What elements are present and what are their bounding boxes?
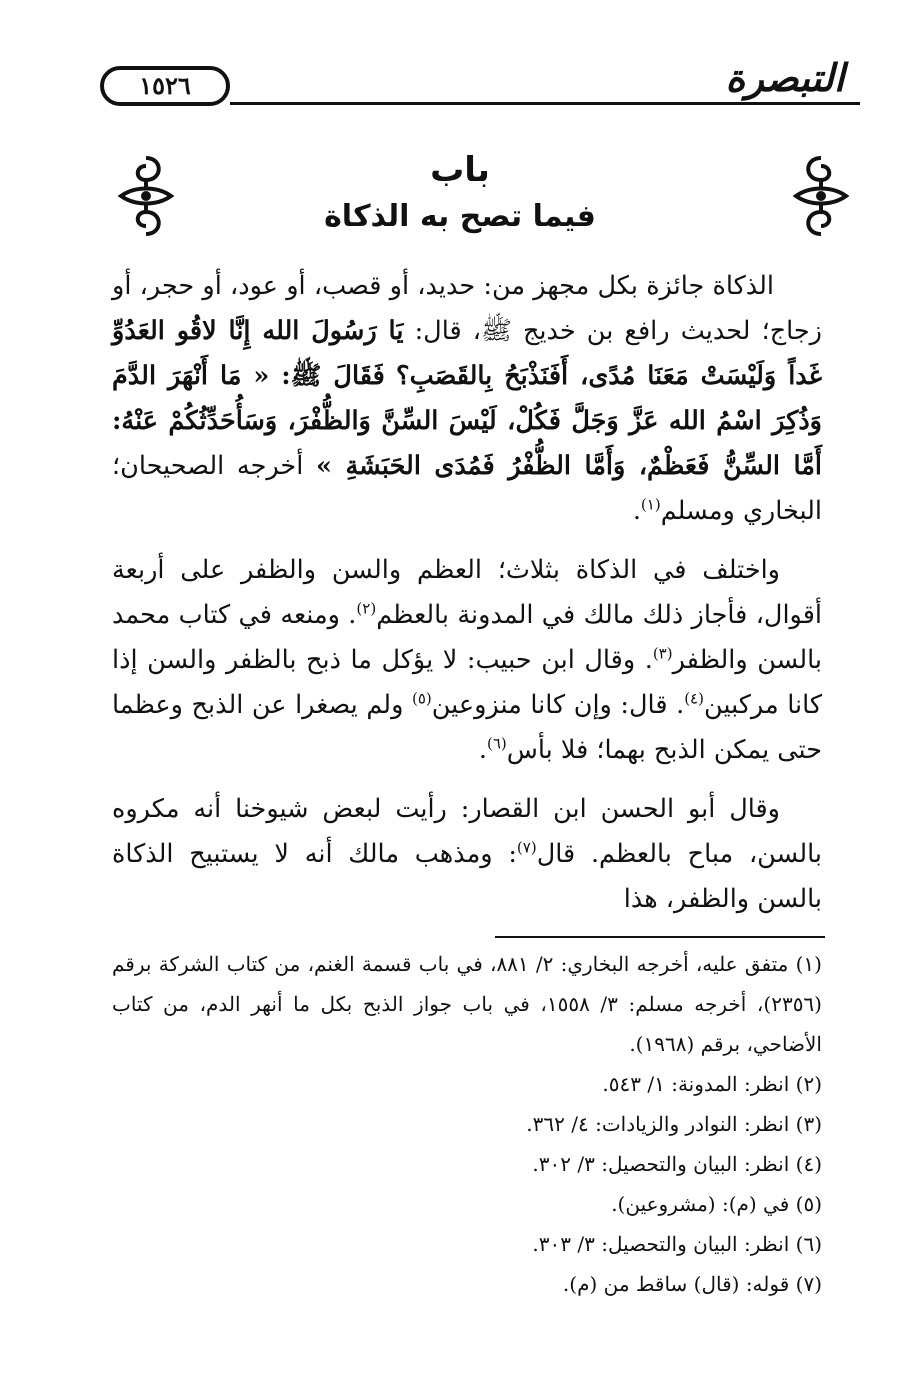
- paragraph-text: الذكاة جائزة بكل مجهز من: حديد، أو قصب، أو عود، أو حجر، أو زجاج؛ لحديث رافع بن خديج ﷺ، قال:: [112, 271, 822, 346]
- paragraph-text: واختلف في الذكاة بثلاث؛ العظم والسن والظفر على أربعة أقوال، فأجاز ذلك مالك في المدونة بالعظم: [112, 555, 822, 630]
- paragraph-3: [112, 787, 822, 922]
- paragraph-text: : ومذهب مالك أنه لا يستبيح الذكاة بالسن والظفر، هذا: [112, 839, 822, 914]
- page-header: [100, 48, 860, 118]
- paragraph-1: الذكاة جائزة بكل مجهز من: حديد، أو قصب، أو عود، أو حجر، أو زجاج؛ لحديث رافع بن خديج ﷺ، قال: يَا رَسُولَ الله إِنَّا لاقُو العَدُوِّ غَداً وَلَيْسَتْ مَعَنَا مُدًى، أَفَنَذْبَحُ بِالقَصَبِ؟ فَقَالَ ﷺ: « مَا أَنْهَرَ الدَّمَ وَذُكِرَ اسْمُ الله عَزَّ وَجَلَّ فَكُلْ، لَيْسَ السِّنَّ وَالظُّفْرَ، وَسَأُحَدِّثُكُمْ عَنْهُ: أَمَّا السِّنُّ فَعَظْمٌ، وَأَمَّا الظُّفْرُ فَمُدَى الحَبَشَةِ » أخرجه الصحيحان؛ البخاري ومسلم$^{(١)}$.: [112, 271, 823, 526]
- footnote-ref[interactable]: (٤): [684, 689, 704, 708]
- footnote-ref[interactable]: (٣): [652, 644, 673, 663]
- paragraph-text: .: [478, 735, 487, 765]
- footnote-2: (٢) انظر: المدونة: ١/ ٥٤٣.: [602, 1072, 822, 1096]
- paragraph-text: ولم يصغرا عن الذبح وعظما حتى يمكن الذبح بهما؛ فلا بأس: [112, 690, 822, 765]
- main-text: [112, 264, 822, 936]
- chapter-label: باب: [430, 150, 490, 190]
- paragraph-text: أخرجه الصحيحان؛ البخاري ومسلم: [112, 451, 822, 526]
- ornament-left-icon: [115, 150, 177, 242]
- footnote-1: (١) متفق عليه، أخرجه البخاري: ٢/ ٨٨١، في باب قسمة الغنم، من كتاب الشركة برقم (٢٣٥٦)، أخرجه مسلم: ٣/ ١٥٥٨، في باب جواز الذبح بكل ما أنهر الدم، من كتاب الأضاحي، برقم (١٩٦٨).: [112, 952, 822, 1056]
- hadith-quote: فَقَالَ ﷺ: « مَا أَنْهَرَ الدَّمَ وَذُكِرَ اسْمُ الله عَزَّ وَجَلَّ فَكُلْ، لَيْسَ السِّنَّ وَالظُّفْرَ، وَسَأُحَدِّثُكُمْ عَنْهُ: أَمَّا السِّنُّ فَعَظْمٌ، وَأَمَّا الظُّفْرُ فَمُدَى الحَبَشَةِ »: [112, 361, 822, 481]
- ornament-right-icon: [790, 150, 852, 242]
- header-rule: [230, 102, 860, 105]
- footnote-ref[interactable]: (٢): [356, 599, 377, 618]
- paragraph-2: [112, 548, 822, 773]
- paragraph-text: . قال: وإن كانا منزوعين: [431, 690, 685, 720]
- footnote-7: (٧) قوله: (قال) ساقط من (م).: [562, 1272, 822, 1296]
- footnotes: [112, 944, 822, 1304]
- footnote-3: (٣) انظر: النوادر والزيادات: ٤/ ٣٦٢.: [526, 1112, 822, 1136]
- hadith-quote: يَا رَسُولَ الله إِنَّا لاقُو العَدُوِّ غَداً وَلَيْسَتْ مَعَنَا مُدًى، أَفَنَذْبَحُ بِالقَصَبِ؟: [112, 316, 823, 391]
- footnote-4: (٤) انظر: البيان والتحصيل: ٣/ ٣٠٢.: [532, 1152, 822, 1176]
- page-number: ١٥٢٦: [100, 66, 230, 106]
- footnote-ref[interactable]: (٦): [486, 734, 507, 753]
- footnote-5: (٥) في (م): (مشروعين).: [611, 1192, 822, 1216]
- chapter-title: فيما تصح به الذكاة: [324, 199, 596, 234]
- footnote-ref[interactable]: (١): [640, 495, 661, 514]
- footnote-ref[interactable]: (٥): [411, 689, 432, 708]
- paragraph-text: وقال أبو الحسن ابن القصار: رأيت لبعض شيوخنا أنه مكروه بالسن، مباح بالعظم. قال: [112, 794, 822, 869]
- paragraph-text: . وقال ابن حبيب: لا يؤكل ما ذبح بالظفر والسن إذا كانا مركبين: [112, 645, 822, 720]
- paragraph-text: . ومنعه في كتاب محمد بالسن والظفر: [112, 600, 822, 675]
- footnote-ref[interactable]: (٧): [516, 838, 537, 857]
- footnote-6: (٦) انظر: البيان والتحصيل: ٣/ ٣٠٣.: [532, 1232, 822, 1256]
- footnote-separator: [495, 936, 825, 938]
- book-title: التبصرة: [725, 55, 845, 100]
